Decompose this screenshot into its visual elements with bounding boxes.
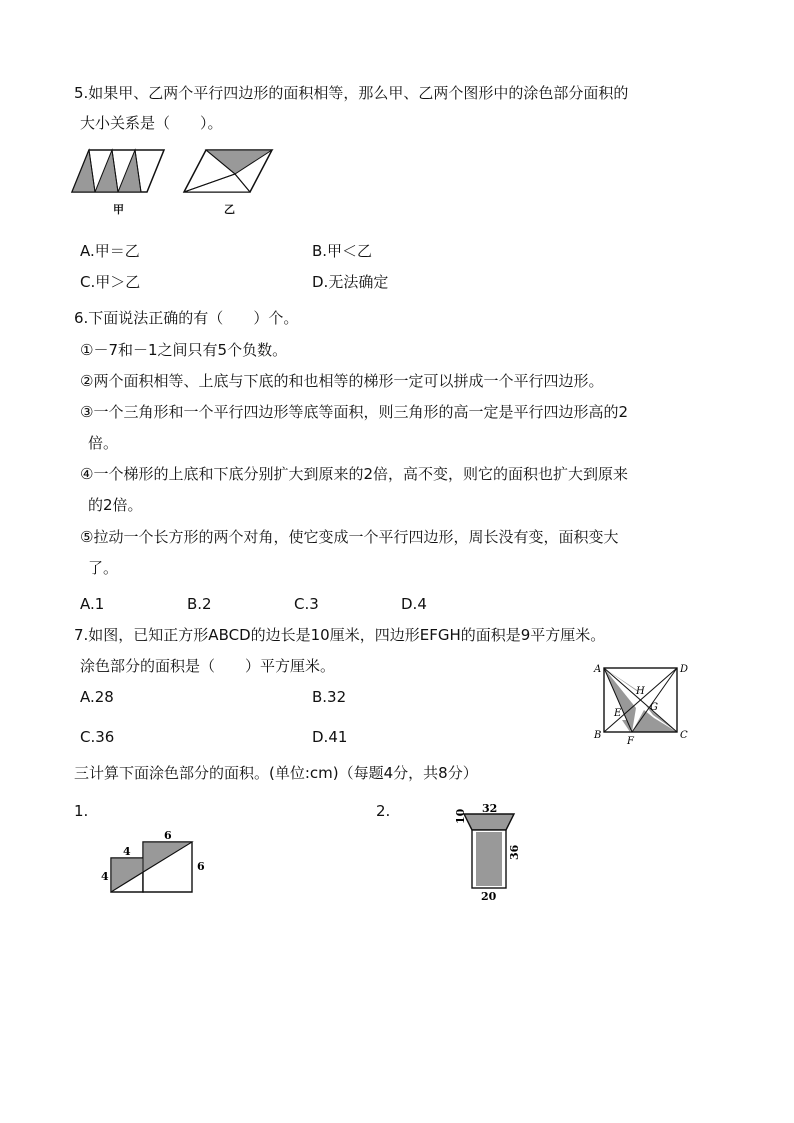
q5-figures	[72, 148, 312, 218]
q6-option-c[interactable]: C.3	[294, 595, 319, 613]
fig1-left-top-label: 4	[123, 845, 131, 858]
q6-option-b[interactable]: B.2	[187, 595, 212, 613]
q5-option-c[interactable]: C.甲＞乙	[80, 273, 141, 291]
problem1-number: 1.	[74, 802, 89, 820]
q7-option-a[interactable]: A.28	[80, 688, 114, 706]
q5-option-a[interactable]: A.甲＝乙	[80, 242, 140, 260]
q6-option-d[interactable]: D.4	[401, 595, 427, 613]
q7-label-e: E	[614, 708, 622, 719]
fig2-left-label: 10	[454, 808, 467, 824]
q6-option-a[interactable]: A.1	[80, 595, 105, 613]
q5-label-a: 甲	[113, 203, 124, 216]
q6-stem: 6.下面说法正确的有（ ）个。	[74, 309, 299, 327]
q7-option-c[interactable]: C.36	[80, 728, 115, 746]
q7-label-h: H	[636, 686, 645, 697]
q7-label-a: A	[594, 664, 602, 675]
fig1-left-side-label: 4	[101, 870, 109, 883]
q6-statement-5a: ⑤拉动一个长方形的两个对角，使它变成一个平行四边形，周长没有变，面积变大	[80, 528, 619, 546]
q5-line2: 大小关系是（ ）。	[80, 114, 223, 132]
fig2-bottom-label: 20	[481, 890, 497, 903]
q7-label-d: D	[680, 664, 689, 675]
q5-line1: 5.如果甲、乙两个平行四边形的面积相等，那么甲、乙两个图形中的涂色部分面积的	[74, 84, 629, 102]
q6-statement-5b: 了。	[88, 559, 119, 577]
fig1-top-label: 6	[164, 829, 172, 842]
q7-label-g: G	[650, 702, 658, 713]
q7-label-c: C	[680, 730, 688, 741]
q5-label-b: 乙	[224, 203, 235, 216]
fig2-right-label: 36	[508, 844, 521, 860]
fig2-top-label: 32	[482, 802, 498, 815]
q7-option-d[interactable]: D.41	[312, 728, 348, 746]
q6-statement-3a: ③一个三角形和一个平行四边形等底等面积，则三角形的高一定是平行四边形高的2	[80, 403, 628, 421]
q5-option-d[interactable]: D.无法确定	[312, 273, 389, 291]
problem1-figure	[100, 828, 220, 898]
q6-statement-2: ②两个面积相等、上底与下底的和也相等的梯形一定可以拼成一个平行四边形。	[80, 372, 604, 390]
q7-label-f: F	[627, 736, 634, 747]
q6-statement-4b: 的2倍。	[88, 496, 143, 514]
problem2-number: 2.	[376, 802, 391, 820]
section3-title: 三计算下面涂色部分的面积。(单位:cm)（每题4分，共8分）	[74, 764, 478, 782]
q7-line1: 7.如图，已知正方形ABCD的边长是10厘米，四边形EFGH的面积是9平方厘米。	[74, 626, 606, 644]
q7-label-b: B	[594, 730, 602, 741]
q5-option-b[interactable]: B.甲＜乙	[312, 242, 373, 260]
q6-statement-4a: ④一个梯形的上底和下底分别扩大到原来的2倍，高不变，则它的面积也扩大到原来	[80, 465, 628, 483]
q7-option-b[interactable]: B.32	[312, 688, 347, 706]
q6-statement-1: ①－7和－1之间只有5个负数。	[80, 341, 288, 359]
q6-statement-3b: 倍。	[88, 434, 119, 452]
q7-line2: 涂色部分的面积是（ ）平方厘米。	[80, 657, 336, 675]
fig1-right-side-label: 6	[197, 860, 205, 873]
problem2-figure	[442, 800, 532, 905]
q7-square-figure	[592, 660, 692, 745]
